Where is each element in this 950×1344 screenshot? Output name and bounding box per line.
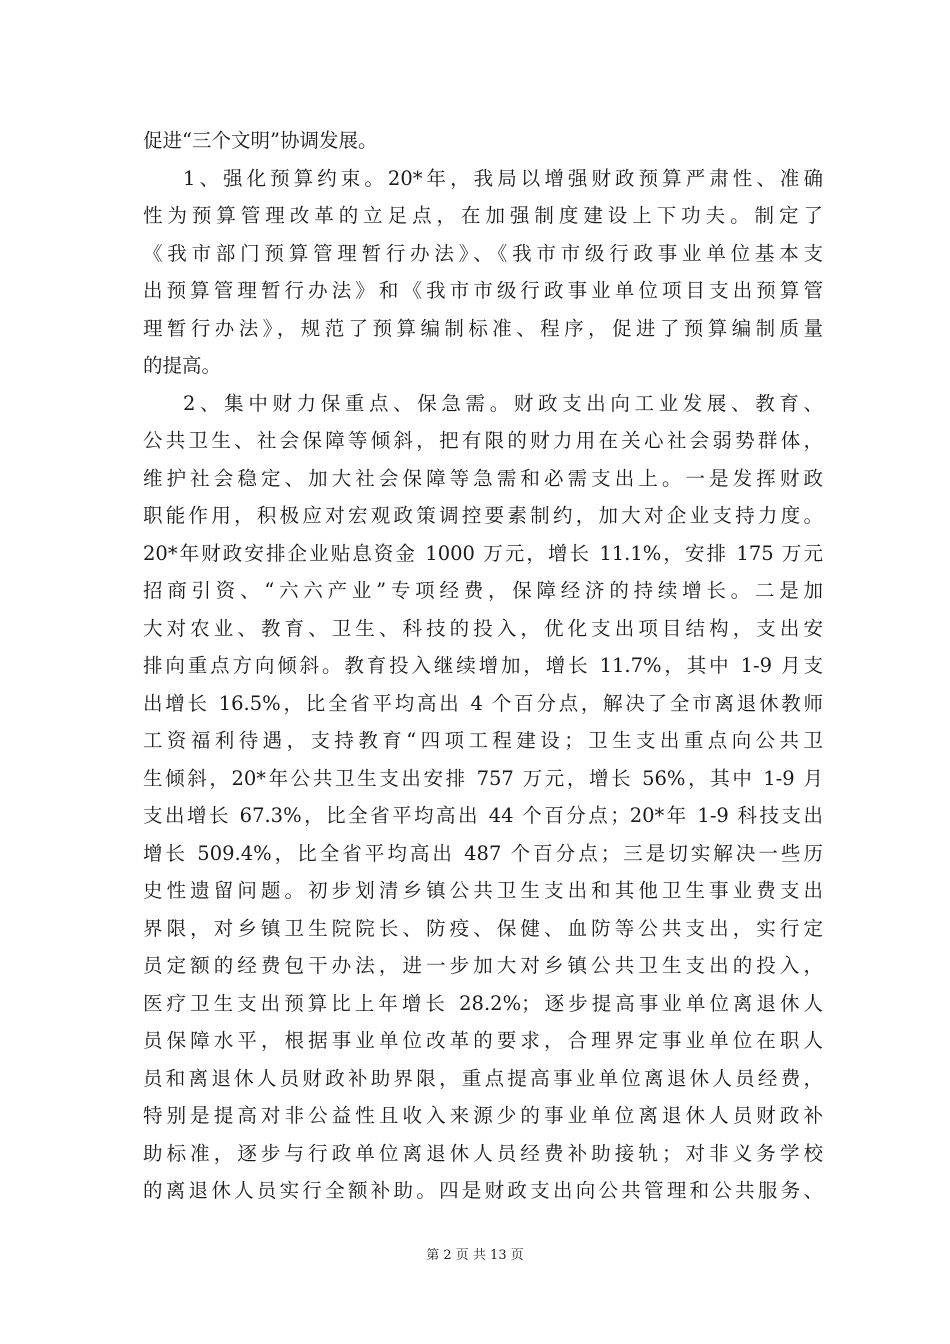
text-line: 促进“三个文明”协调发展。 — [143, 129, 378, 152]
text-line: 员定额的经费包干办法，进一步加大对乡镇公共卫生支出的投入， — [143, 954, 823, 977]
text-line: 招商引资、“六六产业”专项经费，保障经济的持续增长。二是加 — [143, 579, 823, 602]
text-line: 员保障水平，根据事业单位改革的要求，合理界定事业单位在职人 — [143, 1029, 823, 1052]
text-line: 界限，对乡镇卫生院院长、防疫、保健、血防等公共支出，实行定 — [143, 916, 823, 940]
text-line: 的离退休人员实行全额补助。四是财政支出向公共管理和公共服务、 — [143, 1179, 823, 1202]
text-line: 史性遗留问题。初步划清乡镇公共卫生支出和其他卫生事业费支出 — [143, 879, 823, 902]
text-line: 排向重点方向倾斜。教育投入继续增加，增长 11.7%，其中 1-9 月支 — [143, 654, 823, 677]
text-line: 特别是提高对非公益性且收入来源少的事业单位离退休人员财政补 — [143, 1104, 823, 1127]
text-line: 职能作用，积极应对宏观政策调控要素制约，加大对企业支持力度。 — [143, 504, 823, 527]
text-line: 助标准，逐步与行政单位离退休人员经费补助接轨；对非义务学校 — [143, 1141, 823, 1165]
text-line: 理暂行办法》，规范了预算编制标准、程序，促进了预算编制质量 — [143, 316, 823, 340]
text-line: 《我市部门预算管理暂行办法》、《我市市级行政事业单位基本支 — [143, 241, 823, 265]
text-line: 生倾斜，20*年公共卫生支出安排 757 万元，增长 56%，其中 1-9 月 — [143, 766, 823, 790]
text-line: 的提高。 — [143, 354, 222, 377]
page-number-label: 第 2 页 共 13 页 — [426, 1248, 524, 1263]
text-line: 性为预算管理改革的立足点，在加强制度建设上下功夫。制定了 — [143, 204, 823, 227]
text-line: 员和离退休人员财政补助界限，重点提高事业单位离退休人员经费， — [143, 1066, 823, 1090]
text-line: 出预算管理暂行办法》和《我市市级行政事业单位项目支出预算管 — [143, 279, 823, 302]
document-body — [143, 122, 823, 1210]
text-line: 支出增长 67.3%，比全省平均高出 44 个百分点；20*年 1-9 科技支出 — [143, 804, 823, 827]
text-line: 公共卫生、社会保障等倾斜，把有限的财力用在关心社会弱势群体， — [143, 429, 823, 452]
text-line: 20*年财政安排企业贴息资金 1000 万元，增长 11.1%，安排 175 万元 — [143, 541, 823, 565]
text-line: 工资福利待遇，支持教育“四项工程建设；卫生支出重点向公共卫 — [143, 729, 823, 752]
text-line: 大对农业、教育、卫生、科技的投入，优化支出项目结构，支出安 — [143, 616, 823, 640]
page-footer — [0, 1248, 950, 1264]
text-line: 2、集中财力保重点、保急需。财政支出向工业发展、教育、 — [183, 391, 823, 415]
text-line: 增长 509.4%，比全省平均高出 487 个百分点；三是切实解决一些历 — [143, 841, 823, 865]
text-line: 1、强化预算约束。20*年，我局以增强财政预算严肃性、准确 — [183, 166, 823, 190]
text-line: 维护社会稳定、加大社会保障等急需和必需支出上。一是发挥财政 — [143, 466, 823, 490]
text-line: 出增长 16.5%，比全省平均高出 4 个百分点，解决了全市离退休教师 — [143, 691, 823, 715]
text-line: 医疗卫生支出预算比上年增长 28.2%；逐步提高事业单位离退休人 — [143, 991, 823, 1015]
